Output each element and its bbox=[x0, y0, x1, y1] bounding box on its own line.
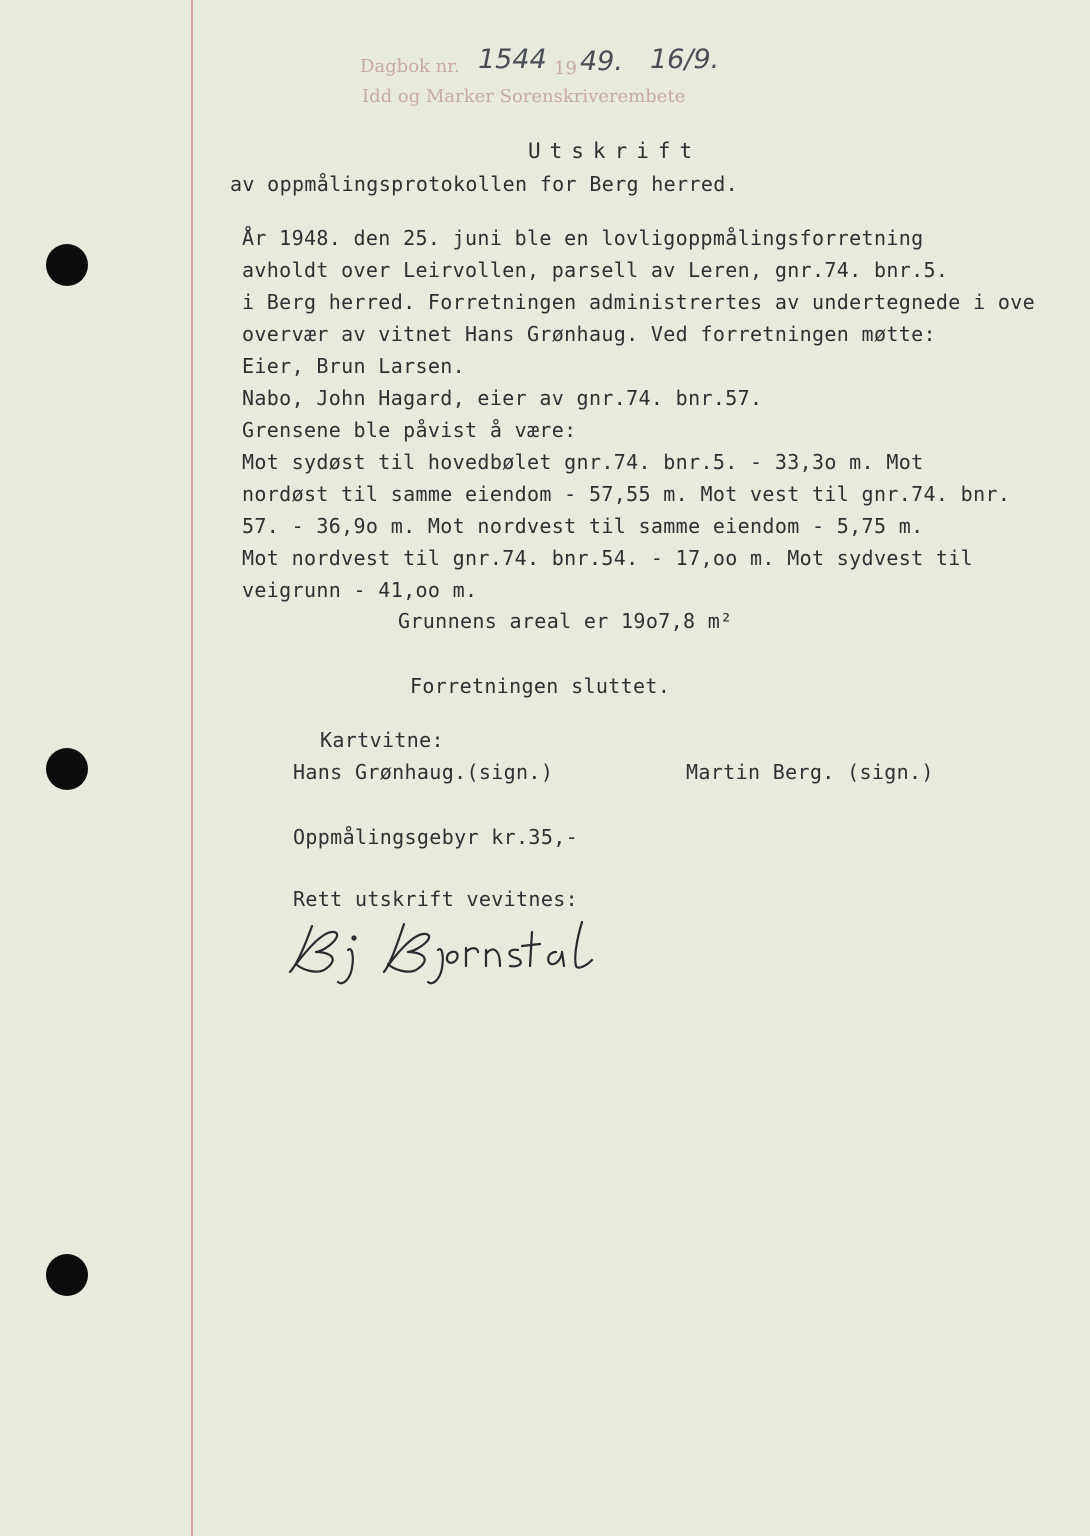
body-line: Grensene ble påvist å være: bbox=[242, 418, 577, 442]
body-line: Nabo, John Hagard, eier av gnr.74. bnr.57. bbox=[242, 386, 763, 410]
punch-hole-middle bbox=[46, 748, 88, 790]
handwritten-signature bbox=[282, 908, 622, 988]
body-line: veigrunn - 41,oo m. bbox=[242, 578, 478, 602]
year-prefix: 19 bbox=[554, 58, 577, 79]
entry-date: 16/9. bbox=[650, 44, 720, 75]
fee-line: Oppmålingsgebyr kr.35,- bbox=[293, 825, 578, 849]
punch-hole-bottom bbox=[46, 1254, 88, 1296]
body-line: i Berg herred. Forretningen administrertes av undertegnede i ove bbox=[242, 290, 1036, 314]
body-line: nordøst til samme eiendom - 57,55 m. Mot vest til gnr.74. bnr. bbox=[242, 482, 1011, 506]
dagbok-number: 1544 bbox=[478, 44, 547, 75]
area-line: Grunnens areal er 19o7,8 m² bbox=[398, 609, 733, 633]
body-line: overvær av vitnet Hans Grønhaug. Ved forretningen møtte: bbox=[242, 322, 936, 346]
dagbok-label: Dagbok nr. bbox=[360, 56, 460, 77]
witness-label: Kartvitne: bbox=[320, 728, 444, 752]
attestation-line: Rett utskrift vevitnes: bbox=[293, 887, 578, 911]
document-subtitle: av oppmålingsprotokollen for Berg herred. bbox=[230, 172, 739, 196]
body-line: Mot nordvest til gnr.74. bnr.54. - 17,oo m. Mot sydvest til bbox=[242, 546, 974, 570]
witness-1: Hans Grønhaug.(sign.) bbox=[293, 760, 554, 784]
body-line: avholdt over Leirvollen, parsell av Leren, gnr.74. bnr.5. bbox=[242, 258, 949, 282]
year-suffix: 49. bbox=[580, 46, 623, 77]
body-line: År 1948. den 25. juni ble en lovligoppmålingsforretning bbox=[242, 226, 924, 250]
witness-2: Martin Berg. (sign.) bbox=[686, 760, 934, 784]
closing-line: Forretningen sluttet. bbox=[410, 674, 671, 698]
punch-hole-top bbox=[46, 244, 88, 286]
document-title: Utskrift bbox=[528, 139, 702, 163]
body-line: Eier, Brun Larsen. bbox=[242, 354, 466, 378]
office-stamp: Idd og Marker Sorenskriverembete bbox=[362, 86, 686, 107]
margin-rule bbox=[191, 0, 193, 1536]
body-line: 57. - 36,9o m. Mot nordvest til samme eiendom - 5,75 m. bbox=[242, 514, 924, 538]
body-line: Mot sydøst til hovedbølet gnr.74. bnr.5. - 33,3o m. Mot bbox=[242, 450, 924, 474]
